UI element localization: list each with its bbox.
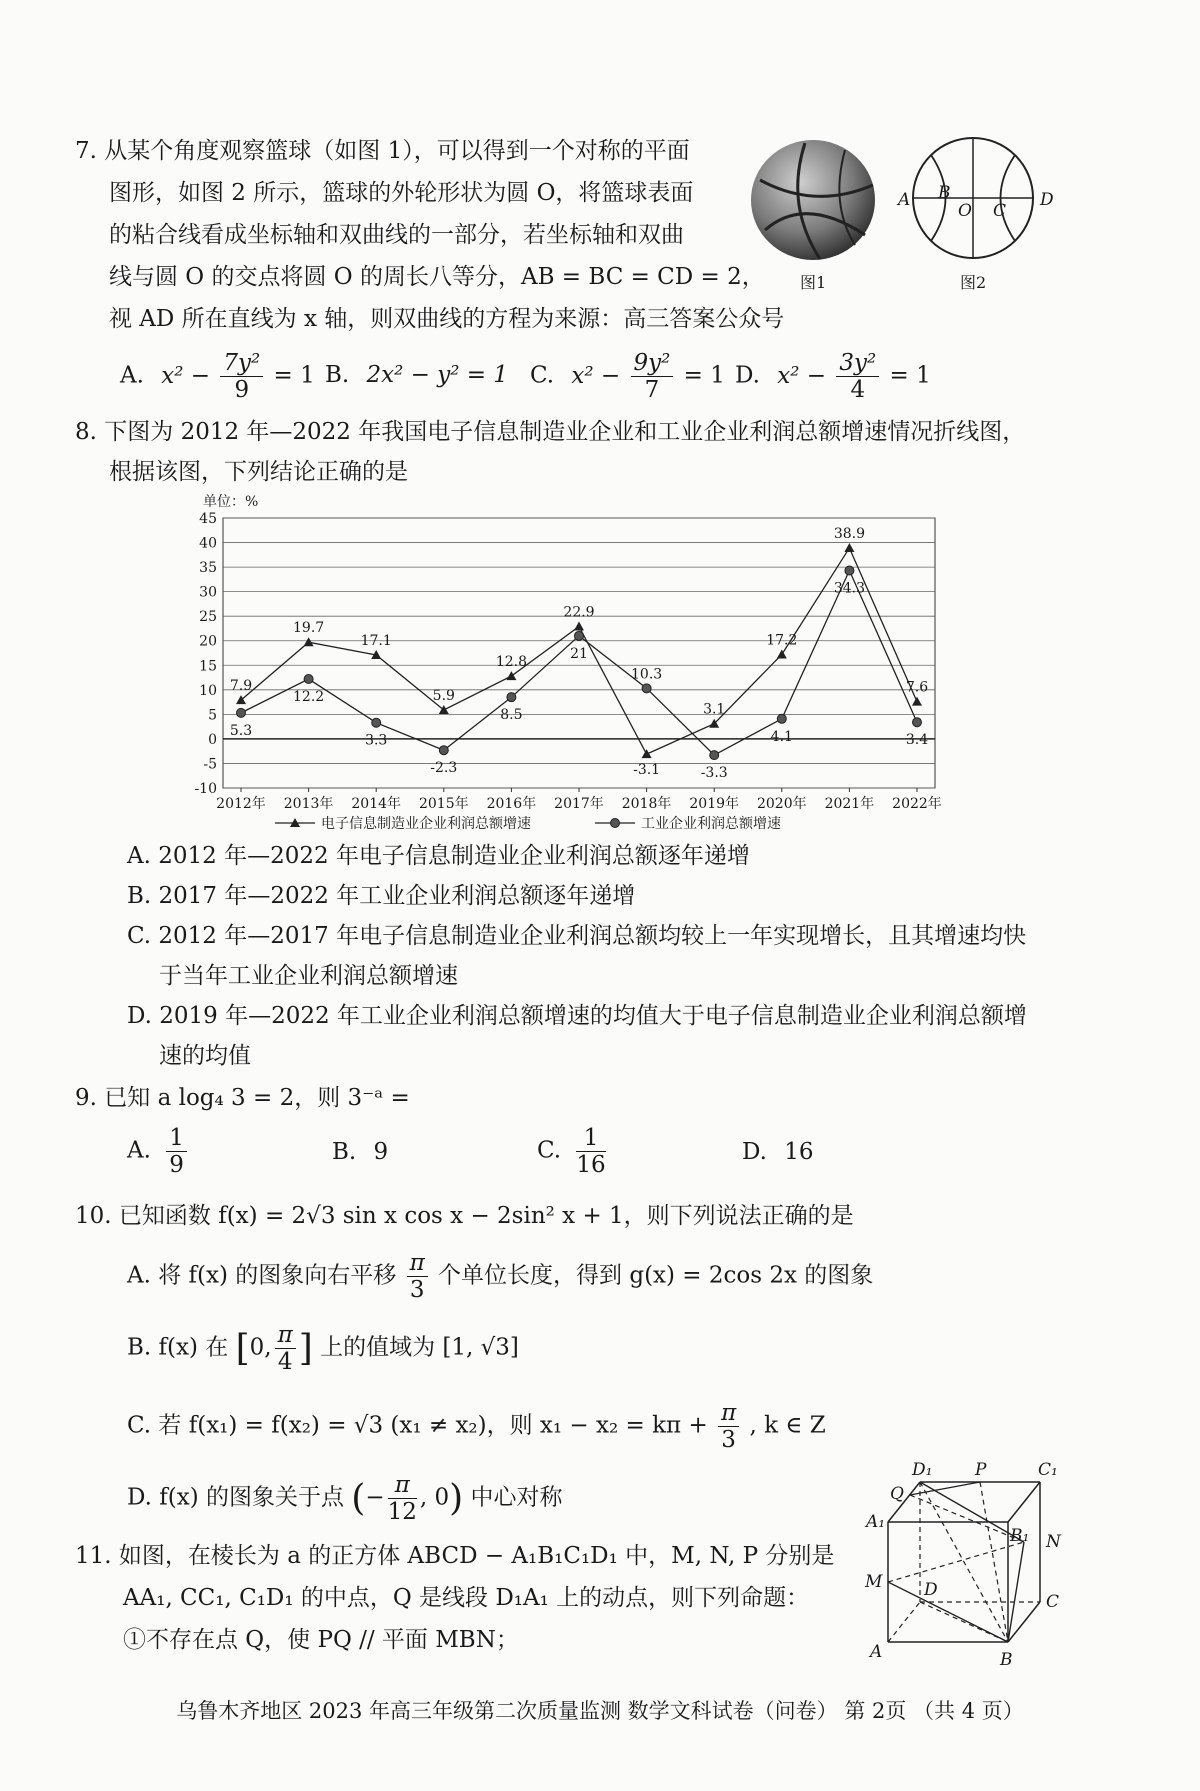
q10-option-b-fraction xyxy=(275,1322,296,1375)
q7-option-d xyxy=(735,350,931,403)
chart-ytick-label: 40 xyxy=(199,535,217,552)
q10-option-d-den: 12 xyxy=(387,1499,417,1525)
q8-option-d-line-2: 速的均值 xyxy=(159,1043,251,1069)
q10-option-c-den: 3 xyxy=(721,1427,736,1453)
basketball-image xyxy=(745,135,885,285)
q7-option-c-post: = 1 xyxy=(683,362,725,389)
cube-label-d: D xyxy=(924,1580,938,1600)
chart-point-circle xyxy=(304,675,313,684)
q10-option-b-bracket-right: ] xyxy=(298,1328,313,1369)
cube-label-a: A xyxy=(870,1642,883,1662)
chart-point-circle xyxy=(575,631,584,640)
chart-xtick-label: 2014年 xyxy=(351,796,402,812)
chart-legend-label-1: 电子信息制造业企业利润总额增速 xyxy=(321,816,531,832)
chart-point-triangle xyxy=(844,543,854,552)
chart-point-circle xyxy=(439,746,448,755)
q9-option-c-fraction xyxy=(576,1125,605,1178)
q7-option-a-num: 7y² xyxy=(220,350,263,377)
q7-option-d-post: = 1 xyxy=(889,362,931,389)
chart-data-label-s1: 12.8 xyxy=(495,654,527,671)
q10-option-b-den: 4 xyxy=(277,1349,293,1375)
q7-option-d-label: D. xyxy=(735,362,760,389)
q7-option-d-fraction xyxy=(836,350,879,403)
q9-option-b-label: B. xyxy=(332,1139,357,1165)
q10-option-a-fraction xyxy=(407,1250,428,1303)
chart-data-label-s2: 12.2 xyxy=(293,689,325,706)
figure-2-caption: 图2 xyxy=(960,273,987,292)
chart-point-triangle xyxy=(912,697,922,706)
q8-option-c-line-1: C. 2012 年—2017 年电子信息制造业企业利润总额均较上一年实现增长，且其增速均快 xyxy=(127,923,1027,949)
chart-data-label-s1: 19.7 xyxy=(293,620,325,637)
chart-xtick-label: 2016年 xyxy=(486,796,537,812)
chart-data-label-s1: 38.9 xyxy=(833,525,865,542)
q9-stem: 9. 已知 a log₄ 3 = 2，则 3⁻ᵃ = xyxy=(75,1085,410,1111)
chart-ytick-label: 45 xyxy=(199,511,217,527)
q8-line-1: 8. 下图为 2012 年—2022 年我国电子信息制造业企业和工业企业利润总额增速情况折线图， xyxy=(75,419,1026,445)
cube-label-a1: A₁ xyxy=(866,1512,886,1532)
cube-label-b1: B₁ xyxy=(1010,1526,1030,1546)
q7-line-2: 图形，如图 2 所示，篮球的外轮形状为圆 O，将篮球表面 xyxy=(109,180,694,206)
q8-option-c-line-2: 于当年工业企业利润总额增速 xyxy=(159,963,458,989)
label-B: B xyxy=(938,183,951,203)
q7-option-b-label: B. xyxy=(325,362,350,388)
q9-option-c-label: C. xyxy=(537,1137,562,1164)
chart-ytick-label: -5 xyxy=(203,756,217,773)
chart-data-label-s2: 3.3 xyxy=(365,732,388,749)
q10-option-a xyxy=(127,1250,873,1303)
q7-option-d-pre: x² − xyxy=(777,362,827,389)
chart-ytick-label: 5 xyxy=(208,707,217,724)
chart-data-label-s2: 5.3 xyxy=(229,722,253,739)
q8-option-a: A. 2012 年—2022 年电子信息制造业企业利润总额逐年递增 xyxy=(127,843,750,869)
q10-option-a-pre: A. 将 f(x) 的图象向右平移 xyxy=(127,1262,397,1289)
q9-option-c-num: 1 xyxy=(576,1125,605,1152)
chart-ytick-label: 30 xyxy=(199,584,217,601)
q10-option-d-pre: D. f(x) 的图象关于点 xyxy=(127,1484,344,1511)
cube-label-q: Q xyxy=(890,1484,904,1504)
q10-option-c-post: , k ∈ Z xyxy=(749,1412,826,1439)
q9-option-c-den: 16 xyxy=(576,1152,606,1178)
q8-option-d-line-1: D. 2019 年—2022 年工业企业利润总额增速的均值大于电子信息制造业企业利润总额增 xyxy=(127,1003,1027,1029)
chart-ytick-label: 0 xyxy=(208,731,217,748)
q8-options xyxy=(127,836,1167,1076)
q7-option-c-fraction xyxy=(631,350,674,403)
q7-option-c-pre: x² − xyxy=(571,362,621,389)
q11-line-3: ①不存在点 Q，使 PQ // 平面 MBN； xyxy=(123,1627,519,1653)
q10-option-c-fraction xyxy=(718,1400,739,1453)
chart-point-circle xyxy=(710,751,719,760)
cube-label-m: M xyxy=(865,1572,883,1592)
figure-2-circle xyxy=(890,135,1070,290)
chart-data-label-s1: 7.6 xyxy=(905,679,929,696)
question-9 xyxy=(75,1078,410,1118)
q7-option-c-den: 7 xyxy=(644,377,660,403)
q7-option-c-num: 9y² xyxy=(631,350,674,377)
chart-data-label-s2: 8.5 xyxy=(500,707,523,724)
chart-data-label-s2: 10.3 xyxy=(631,666,663,683)
q7-option-b xyxy=(325,362,508,388)
q7-option-a xyxy=(120,350,315,403)
circle-diagram xyxy=(890,135,1070,290)
q10-stem: 10. 已知函数 f(x) = 2√3 sin x cos x − 2sin² x + 1，则下列说法正确的是 xyxy=(75,1203,854,1229)
chart-point-triangle xyxy=(642,749,652,758)
chart-unit-label: 单位：% xyxy=(203,494,259,510)
q9-option-d-text: 16 xyxy=(784,1139,814,1165)
chart-data-label-s1: 17.1 xyxy=(360,632,392,649)
chart-series-line-2 xyxy=(241,571,917,756)
chart-point-circle xyxy=(507,693,516,702)
label-A: A xyxy=(898,190,911,210)
q9-option-b xyxy=(332,1139,388,1165)
cube-figure xyxy=(860,1460,1080,1675)
q9-option-c xyxy=(537,1125,609,1178)
chart-ytick-label: 10 xyxy=(199,682,217,699)
cube-label-p: P xyxy=(975,1460,987,1480)
chart-point-circle xyxy=(642,684,651,693)
q7-option-b-text: 2x² − y² = 1 xyxy=(366,362,508,388)
chart-legend-label-2: 工业企业利润总额增速 xyxy=(641,816,781,832)
q10-option-b-pre: B. f(x) 在 xyxy=(127,1334,229,1361)
q10-option-d-num: π xyxy=(388,1472,417,1499)
q10-option-b-num: π xyxy=(275,1322,296,1349)
q10-option-b xyxy=(127,1322,519,1375)
chart-xtick-label: 2017年 xyxy=(554,796,604,812)
q10-option-c-num: π xyxy=(718,1400,739,1427)
q7-option-a-fraction xyxy=(220,350,263,403)
chart-ytick-label: 25 xyxy=(199,609,217,626)
q9-option-d xyxy=(742,1139,814,1165)
q7-option-d-den: 4 xyxy=(850,377,866,403)
chart-data-label-s1: -3.1 xyxy=(633,762,661,779)
q10-option-a-post: 个单位长度，得到 g(x) = 2cos 2x 的图象 xyxy=(438,1262,874,1289)
q9-option-a-fraction xyxy=(166,1125,187,1178)
chart-point-circle xyxy=(913,718,922,727)
q10-option-d-post: 中心对称 xyxy=(470,1484,563,1511)
q7-option-a-pre: x² − xyxy=(161,362,211,389)
q7-option-a-label: A. xyxy=(120,362,144,389)
chart-data-label-s1: 5.9 xyxy=(432,687,455,704)
chart-xtick-label: 2012年 xyxy=(216,796,266,812)
chart-xtick-label: 2020年 xyxy=(756,796,807,812)
chart-data-label-s1: 7.9 xyxy=(229,678,253,695)
chart-ytick-label: -10 xyxy=(194,781,217,797)
q9-option-a xyxy=(127,1125,190,1178)
q10-option-b-bracket-left: [ xyxy=(235,1328,250,1369)
chart-xtick-label: 2019年 xyxy=(689,796,740,812)
label-O: O xyxy=(958,201,972,221)
q8-line-2: 根据该图，下列结论正确的是 xyxy=(109,459,408,485)
cube-label-c1: C₁ xyxy=(1038,1460,1058,1480)
chart-point-circle xyxy=(237,708,246,717)
q7-option-c xyxy=(530,350,725,403)
chart-data-label-s2: 21 xyxy=(570,645,588,662)
q7-line-1: 7. 从某个角度观察篮球（如图 1），可以得到一个对称的平面 xyxy=(75,138,690,164)
chart-xtick-label: 2015年 xyxy=(418,796,469,812)
q10-option-c xyxy=(127,1400,826,1453)
q8-option-b: B. 2017 年—2022 年工业企业利润总额逐年递增 xyxy=(127,883,636,909)
q7-option-d-num: 3y² xyxy=(836,350,879,377)
cube-label-c: C xyxy=(1046,1592,1060,1612)
q10-option-c-pre: C. 若 f(x₁) = f(x₂) = √3 (x₁ ≠ x₂)，则 x₁ − x₂ = kπ + xyxy=(127,1412,708,1439)
chart-ytick-label: 20 xyxy=(199,633,217,650)
chart-data-label-s2: 3.4 xyxy=(905,732,929,749)
q7-option-a-post: = 1 xyxy=(273,362,315,389)
line-chart-svg xyxy=(175,490,955,835)
q9-option-a-num: 1 xyxy=(166,1125,187,1152)
chart-data-label-s2: -3.3 xyxy=(700,765,728,782)
q7-option-a-den: 9 xyxy=(234,377,250,403)
q9-option-a-label: A. xyxy=(127,1137,151,1164)
q10-option-d-paren-right: ) xyxy=(449,1478,464,1519)
question-8 xyxy=(75,412,1155,492)
q10-option-d-minus: − xyxy=(365,1484,385,1511)
q11-line-2: AA₁, CC₁, C₁D₁ 的中点，Q 是线段 D₁A₁ 上的动点，则下列命题： xyxy=(123,1585,810,1611)
chart-point-triangle xyxy=(304,637,314,646)
q10-option-d xyxy=(127,1472,563,1525)
q10-option-d-after: , 0 xyxy=(419,1484,450,1511)
chart-ytick-label: 15 xyxy=(199,658,217,675)
q10-option-a-den: 3 xyxy=(409,1277,425,1303)
q7-line-5: 视 AD 所在直线为 x 轴，则双曲线的方程为来源：高三答案公众号 xyxy=(109,306,785,332)
q7-line-4: 线与圆 O 的交点将圆 O 的周长八等分，AB = BC = CD = 2， xyxy=(109,264,765,290)
q9-option-a-den: 9 xyxy=(169,1152,184,1178)
q7-line-3: 的粘合线看成坐标轴和双曲线的一部分，若坐标轴和双曲 xyxy=(109,222,684,248)
cube-label-n: N xyxy=(1046,1532,1061,1552)
q9-options xyxy=(127,1125,927,1195)
chart-data-label-s2: 4.1 xyxy=(770,728,793,745)
q7-option-c-label: C. xyxy=(530,362,555,389)
chart-ytick-label: 35 xyxy=(199,560,217,577)
chart-point-circle xyxy=(372,718,381,727)
chart-point-triangle xyxy=(506,671,516,680)
q10-option-a-num: π xyxy=(407,1250,428,1277)
chart-data-label-s1: 22.9 xyxy=(563,604,595,621)
chart-point-circle xyxy=(777,714,786,723)
q9-option-b-text: 9 xyxy=(373,1139,389,1165)
chart-data-label-s1: 17.2 xyxy=(766,632,798,649)
cube-label-b: B xyxy=(1000,1650,1013,1670)
chart-xtick-label: 2018年 xyxy=(621,796,672,812)
chart-point-triangle xyxy=(574,621,584,630)
question-7 xyxy=(75,130,785,340)
label-C: C xyxy=(993,201,1007,221)
chart-xtick-label: 2013年 xyxy=(283,796,334,812)
chart-xtick-label: 2021年 xyxy=(824,796,875,812)
chart-legend-marker-2 xyxy=(611,819,620,828)
question-10 xyxy=(75,1196,854,1236)
q9-option-d-label: D. xyxy=(742,1139,767,1165)
label-D: D xyxy=(1040,190,1054,210)
q10-option-b-post: 上的值域为 [1, √3] xyxy=(320,1334,519,1361)
chart-point-circle xyxy=(845,566,854,575)
chart-data-label-s2: 34.3 xyxy=(833,580,865,597)
chart-data-label-s1: 3.1 xyxy=(703,701,726,718)
question-11 xyxy=(75,1535,875,1661)
figure-1-caption: 图1 xyxy=(800,273,827,292)
chart-point-triangle xyxy=(777,649,787,658)
q11-line-1: 11. 如图，在棱长为 a 的正方体 ABCD − A₁B₁C₁D₁ 中，M, N, P 分别是 xyxy=(75,1543,835,1569)
q7-options xyxy=(120,350,1020,410)
q10-option-d-paren-left: ( xyxy=(351,1478,366,1519)
cube-label-d1: D₁ xyxy=(912,1460,933,1480)
chart-xtick-label: 2022年 xyxy=(892,796,942,812)
figure-1-basketball xyxy=(745,135,885,292)
q10-option-d-fraction xyxy=(388,1472,417,1525)
q10-option-b-interval-left: 0, xyxy=(249,1334,272,1361)
chart-data-label-s2: -2.3 xyxy=(430,760,458,777)
page-footer: 乌鲁木齐地区 2023 年高三年级第二次质量监测 数学文科试卷（问卷） 第 2页 （共 4 页） xyxy=(176,1699,1024,1723)
line-chart xyxy=(175,490,955,835)
